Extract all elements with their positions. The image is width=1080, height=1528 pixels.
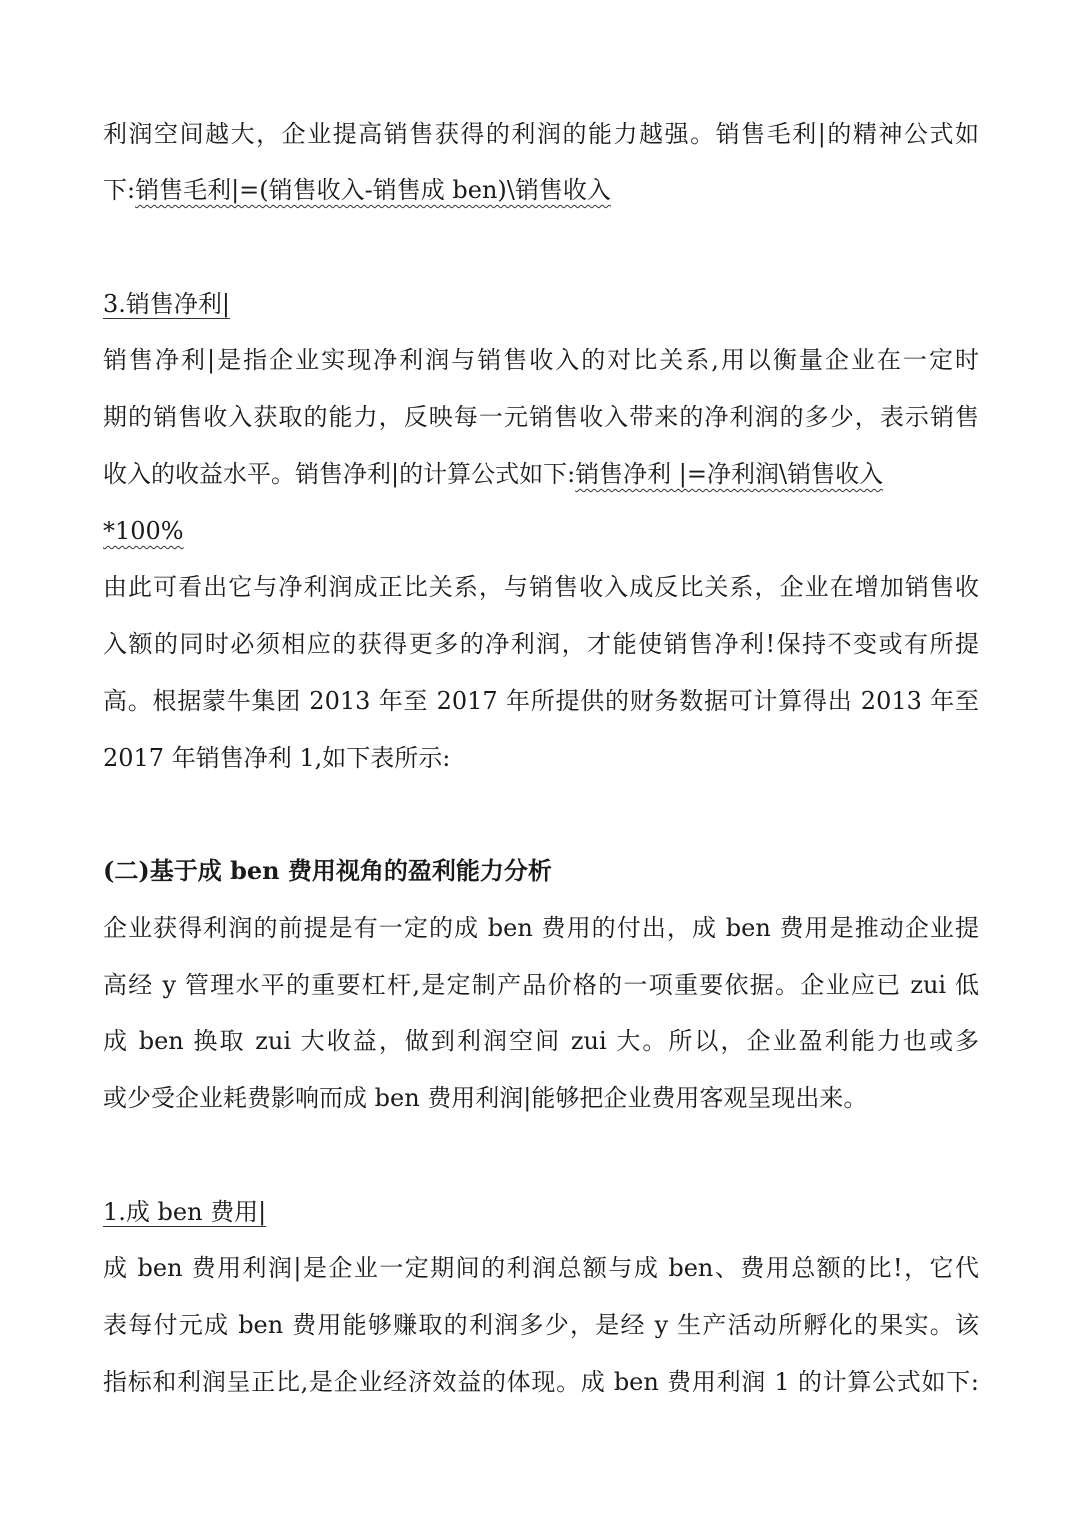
paragraph-line: 指标和利润呈正比,是企业经济效益的体现。成 ben 费用利润 1 的计算公式如下: xyxy=(103,1368,979,1396)
paragraph-line: 高经 y 管理水平的重要杠杆,是定制产品价格的一项重要依据。企业应已 zui 低 xyxy=(103,971,979,999)
net-margin-formula: 销售净利 |=净利润\销售收入 xyxy=(575,460,884,488)
paragraph-line xyxy=(103,457,883,491)
paragraph-line: 2017 年销售净利 1,如下表所示: xyxy=(103,744,451,772)
paragraph-line: 由此可看出它与净利润成正比关系，与销售收入成反比关系，企业在增加销售收 xyxy=(103,573,979,601)
paragraph-line: 入额的同时必须相应的获得更多的净利润，才能使销售净利!保持不变或有所提 xyxy=(103,630,979,658)
section-heading xyxy=(103,1195,266,1229)
section-heading: (二)基于成 ben 费用视角的盈利能力分析 xyxy=(103,856,552,885)
paragraph-line: 高。根据蒙牛集团 2013 年至 2017 年所提供的财务数据可计算得出 2013 年至 xyxy=(103,687,979,715)
paragraph-line: 或少受企业耗费影响而成 ben 费用利润|能够把企业费用客观呈现出来。 xyxy=(103,1084,868,1112)
paragraph-line: 成 ben 费用利润|是企业一定期间的利润总额与成 ben、费用总额的比!，它代 xyxy=(103,1254,979,1282)
text-prefix: 下: xyxy=(103,176,136,204)
paragraph-line: 期的销售收入获取的能力，反映每一元销售收入带来的净利润的多少，表示销售 xyxy=(103,403,979,431)
heading-net-margin: 3.销售净利| xyxy=(103,290,230,318)
paragraph-line xyxy=(103,173,611,207)
heading-cost-expense: 1.成 ben 费用| xyxy=(103,1198,267,1226)
gross-margin-formula: 销售毛利|=(销售收入-销售成 ben)\销售收入 xyxy=(135,176,611,204)
paragraph-line: 利润空间越大，企业提高销售获得的利润的能力越强。销售毛利|的精神公式如 xyxy=(103,120,979,148)
paragraph-line: 企业获得利润的前提是有一定的成 ben 费用的付出，成 ben 费用是推动企业提 xyxy=(103,914,979,942)
paragraph-line: 表每付元成 ben 费用能够赚取的利润多少，是经 y 生产活动所孵化的果实。该 xyxy=(103,1311,979,1339)
paragraph-line: 销售净利|是指企业实现净利润与销售收入的对比关系,用以衡量企业在一定时 xyxy=(103,346,979,374)
paragraph-line: 成 ben 换取 zui 大收益，做到利润空间 zui 大。所以，企业盈利能力也或多 xyxy=(103,1027,979,1055)
text-prefix: 收入的收益水平。销售净利|的计算公式如下: xyxy=(103,460,576,488)
paragraph-line xyxy=(103,514,184,548)
net-margin-formula-cont: *100% xyxy=(103,517,184,545)
section-heading xyxy=(103,287,230,321)
